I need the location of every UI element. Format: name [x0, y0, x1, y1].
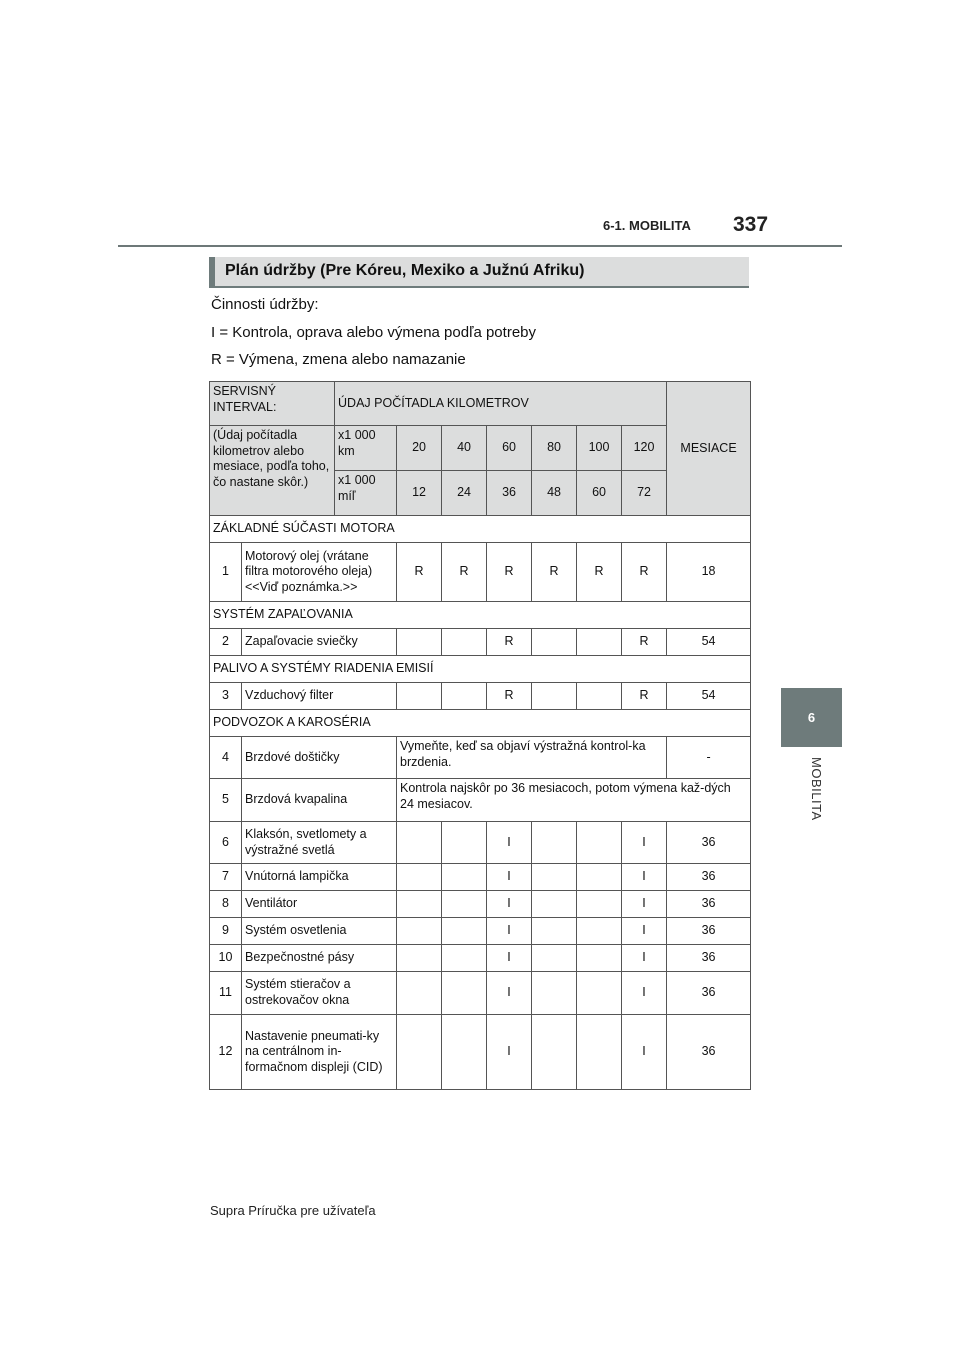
interval-cell [577, 822, 622, 864]
section-title-bar [209, 257, 749, 288]
interval-cell: I [622, 822, 667, 864]
item-number: 10 [210, 945, 242, 972]
interval-cell [532, 918, 577, 945]
months-cell: 36 [667, 972, 751, 1015]
interval-cell: I [622, 918, 667, 945]
item-name: Systém osvetlenia [242, 918, 397, 945]
chapter-label: MOBILITA [809, 757, 824, 821]
months-cell: 36 [667, 945, 751, 972]
interval-cell: R [577, 543, 622, 602]
months-header: MESIACE [667, 382, 751, 516]
months-cell: 36 [667, 918, 751, 945]
item-number: 12 [210, 1015, 242, 1090]
interval-cell [532, 683, 577, 710]
interval-span-note: Vymeňte, keď sa objaví výstražná kontrol-ka brzdenia. [397, 737, 667, 779]
interval-cell [532, 1015, 577, 1090]
interval-cell: R [532, 543, 577, 602]
km-value: 120 [622, 426, 667, 471]
km-value: 20 [397, 426, 442, 471]
interval-cell [577, 918, 622, 945]
item-name: Vnútorná lampička [242, 864, 397, 891]
interval-cell [577, 972, 622, 1015]
interval-cell: I [487, 1015, 532, 1090]
interval-cell: R [622, 543, 667, 602]
interval-cell: I [622, 945, 667, 972]
interval-cell: I [487, 972, 532, 1015]
mi-value: 48 [532, 471, 577, 516]
interval-cell: R [622, 683, 667, 710]
mi-value: 72 [622, 471, 667, 516]
interval-cell [397, 1015, 442, 1090]
item-number: 11 [210, 972, 242, 1015]
interval-cell [397, 864, 442, 891]
interval-cell [577, 864, 622, 891]
chapter-tab[interactable] [781, 688, 842, 747]
months-cell: 18 [667, 543, 751, 602]
interval-cell [397, 629, 442, 656]
interval-cell: R [487, 629, 532, 656]
page-number: 337 [733, 213, 769, 236]
months-cell: 36 [667, 864, 751, 891]
interval-cell: R [622, 629, 667, 656]
interval-cell [577, 945, 622, 972]
page-title: Plán údržby (Pre Kóreu, Mexiko a Južnú Afriku) [225, 262, 585, 279]
months-cell: 36 [667, 891, 751, 918]
item-name: Systém stieračov a ostrekovačov okna [242, 972, 397, 1015]
interval-cell [532, 629, 577, 656]
interval-cell [532, 822, 577, 864]
months-cell: 54 [667, 629, 751, 656]
mi-value: 12 [397, 471, 442, 516]
interval-cell: I [487, 891, 532, 918]
interval-cell [577, 891, 622, 918]
item-name: Brzdová kvapalina [242, 779, 397, 822]
interval-cell: R [397, 543, 442, 602]
interval-cell [577, 1015, 622, 1090]
item-name: Brzdové doštičky [242, 737, 397, 779]
intro-line: Činnosti údržby: [211, 296, 319, 313]
mi-value: 60 [577, 471, 622, 516]
interval-cell [442, 1015, 487, 1090]
interval-cell [442, 972, 487, 1015]
interval-cell [397, 891, 442, 918]
interval-cell [577, 629, 622, 656]
interval-cell: R [442, 543, 487, 602]
interval-cell: I [622, 972, 667, 1015]
interval-cell [532, 864, 577, 891]
item-name: Klaksón, svetlomety a výstražné svetlá [242, 822, 397, 864]
interval-note: (Údaj počítadla kilometrov alebo mesiace, podľa toho, čo nastane skôr.) [210, 426, 335, 516]
section-row: PALIVO A SYSTÉMY RIADENIA EMISIÍ [210, 656, 751, 683]
interval-cell: I [487, 945, 532, 972]
item-number: 2 [210, 629, 242, 656]
item-number: 6 [210, 822, 242, 864]
item-number: 9 [210, 918, 242, 945]
interval-cell [397, 918, 442, 945]
interval-cell [397, 683, 442, 710]
title-accent [209, 257, 215, 286]
interval-cell: I [622, 891, 667, 918]
months-cell: - [667, 737, 751, 779]
item-number: 8 [210, 891, 242, 918]
interval-cell: I [487, 822, 532, 864]
interval-cell [397, 972, 442, 1015]
item-number: 7 [210, 864, 242, 891]
footer-text: Supra Príručka pre užívateľa [210, 1203, 376, 1218]
km-value: 100 [577, 426, 622, 471]
interval-cell [442, 629, 487, 656]
interval-cell [442, 683, 487, 710]
item-name: Bezpečnostné pásy [242, 945, 397, 972]
mi-value: 36 [487, 471, 532, 516]
interval-cell [442, 945, 487, 972]
odometer-header: ÚDAJ POČÍTADLA KILOMETROV [335, 382, 667, 426]
item-number: 5 [210, 779, 242, 822]
interval-cell: I [487, 864, 532, 891]
mi-value: 24 [442, 471, 487, 516]
item-name: Nastavenie pneumati-ky na centrálnom in-formačnom displeji (CID) [242, 1015, 397, 1090]
service-interval-header: SERVISNÝ INTERVAL: [210, 382, 335, 426]
interval-cell [442, 891, 487, 918]
section-heading: 6-1. MOBILITA [603, 218, 691, 233]
item-name: Vzduchový filter [242, 683, 397, 710]
item-name: Ventilátor [242, 891, 397, 918]
interval-span-note: Kontrola najskôr po 36 mesiacoch, potom výmena kaž-dých 24 mesiacov. [397, 779, 751, 822]
interval-cell [442, 822, 487, 864]
section-row: ZÁKLADNÉ SÚČASTI MOTORA [210, 516, 751, 543]
months-cell: 36 [667, 1015, 751, 1090]
item-number: 4 [210, 737, 242, 779]
interval-cell: I [622, 864, 667, 891]
interval-cell [397, 945, 442, 972]
intro-line: I = Kontrola, oprava alebo výmena podľa potreby [211, 324, 536, 341]
km-unit-label: x1 000 km [335, 426, 397, 471]
interval-cell [577, 683, 622, 710]
maintenance-table [209, 381, 751, 1090]
interval-cell [532, 972, 577, 1015]
km-value: 40 [442, 426, 487, 471]
item-number: 3 [210, 683, 242, 710]
km-value: 80 [532, 426, 577, 471]
interval-cell [442, 918, 487, 945]
intro-line: R = Výmena, zmena alebo namazanie [211, 351, 466, 368]
item-number: 1 [210, 543, 242, 602]
interval-cell: R [487, 543, 532, 602]
item-name: Zapaľovacie sviečky [242, 629, 397, 656]
mi-unit-label: x1 000 míľ [335, 471, 397, 516]
months-cell: 54 [667, 683, 751, 710]
section-row: PODVOZOK A KAROSÉRIA [210, 710, 751, 737]
months-cell: 36 [667, 822, 751, 864]
interval-cell: R [487, 683, 532, 710]
interval-cell: I [487, 918, 532, 945]
interval-cell [532, 945, 577, 972]
item-name: Motorový olej (vrátane filtra motorového oleja) <<Viď poznámka.>> [242, 543, 397, 602]
interval-cell [532, 891, 577, 918]
interval-cell: I [622, 1015, 667, 1090]
header-divider [118, 245, 842, 247]
km-value: 60 [487, 426, 532, 471]
section-row: SYSTÉM ZAPAĽOVANIA [210, 602, 751, 629]
chapter-number: 6 [807, 710, 816, 725]
interval-cell [397, 822, 442, 864]
interval-cell [442, 864, 487, 891]
